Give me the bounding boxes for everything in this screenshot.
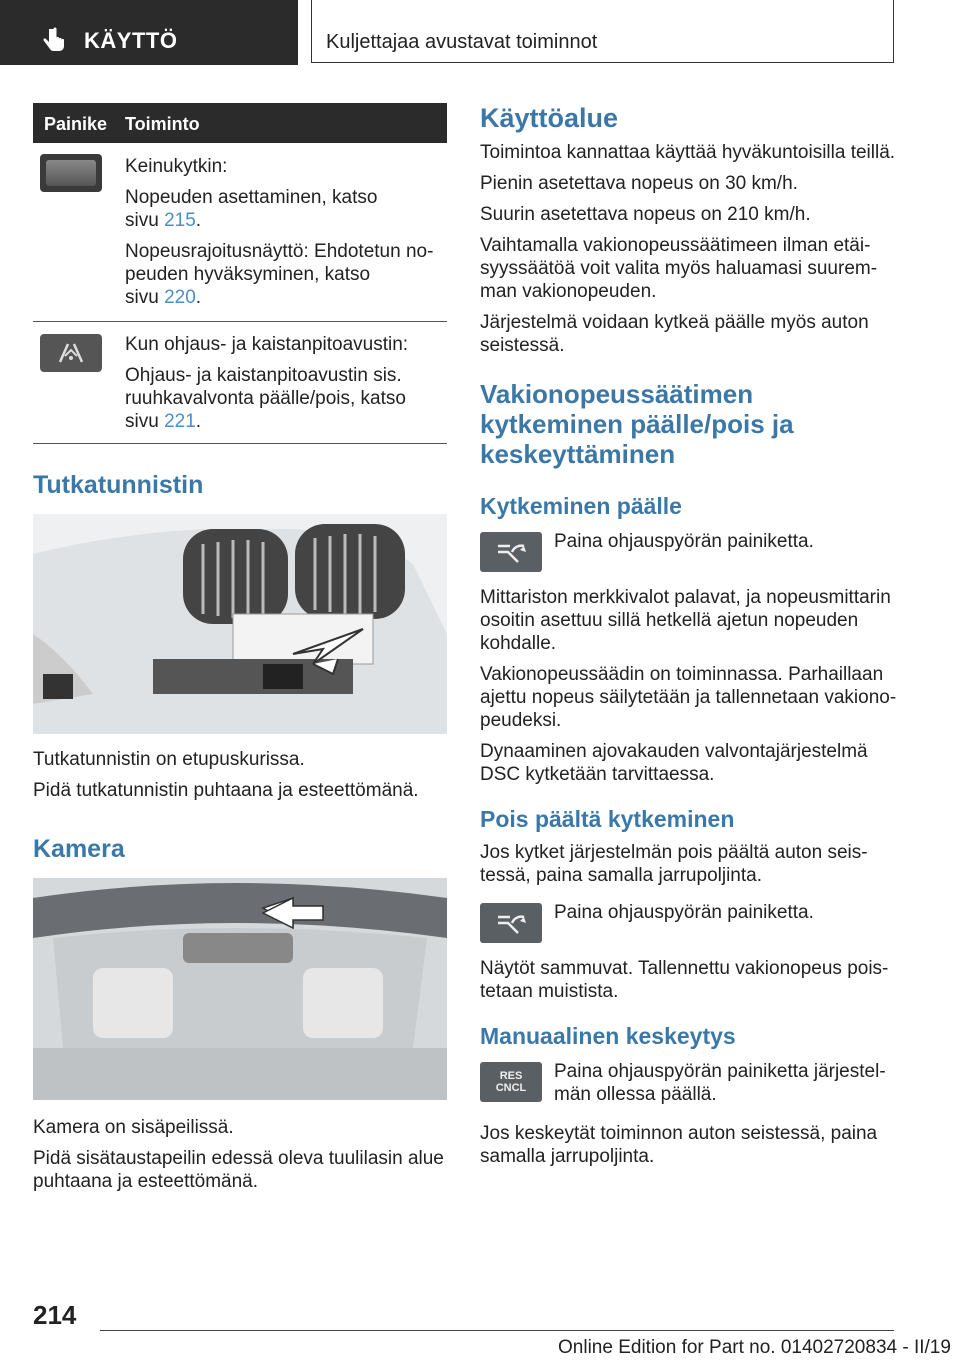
row2-text-a: Ohjaus- ja kaistanpitoavustin sis. bbox=[125, 365, 402, 386]
off-text-1b: tessä, paina samalla jarrupoljinta. bbox=[480, 865, 762, 886]
area-text-1: Toimintoa kannattaa käyttää hyväkuntoisilla teillä. bbox=[480, 142, 896, 163]
manual-interrupt-heading: Manuaalinen keskeytys bbox=[480, 1023, 736, 1049]
camera-text-2b: puhtaana ja esteettömänä. bbox=[33, 1171, 259, 1192]
lane-assist-icon bbox=[40, 334, 102, 372]
manual-instruction-a: Paina ohjauspyörän painiketta järjestel- bbox=[554, 1061, 886, 1082]
page-link-215[interactable]: 215 bbox=[164, 210, 196, 231]
page-link-220[interactable]: 220 bbox=[164, 287, 196, 308]
manual-text-1b: samalla jarrupoljinta. bbox=[480, 1146, 655, 1167]
rocker-switch-icon bbox=[40, 154, 102, 192]
switch-on-heading: Kytkeminen päälle bbox=[480, 493, 682, 519]
hand-pointer-icon bbox=[38, 26, 68, 56]
camera-text-2a: Pidä sisätaustapeilin edessä oleva tuulilasin alue bbox=[33, 1148, 444, 1169]
section-title: KÄYTTÖ bbox=[84, 28, 178, 53]
switch-on-instruction: Paina ohjauspyörän painiketta. bbox=[554, 531, 814, 552]
row1-label: Keinukytkin: bbox=[125, 156, 228, 177]
area-text-5a: Järjestelmä voidaan kytkeä päälle myös auton bbox=[480, 312, 869, 333]
on-text-2c: peudeksi. bbox=[480, 710, 562, 731]
on-text-3a: Dynaaminen ajovakauden valvontajärjestelmä bbox=[480, 741, 868, 762]
on-text-1a: Mittariston merkkivalot palavat, ja nopeusmittarin bbox=[480, 587, 891, 608]
radar-text-2: Pidä tutkatunnistin puhtaana ja esteettömänä. bbox=[33, 780, 419, 801]
radar-sensor-image bbox=[33, 514, 447, 734]
on-text-1b: osoitin asettuu sillä hetkellä ajetun nopeuden bbox=[480, 610, 859, 631]
camera-text-1: Kamera on sisäpeilissä. bbox=[33, 1117, 234, 1138]
on-text-2b: ajettu nopeus säilytetään ja tallennetaan vakiono- bbox=[480, 687, 897, 708]
area-text-5b: seistessä. bbox=[480, 335, 565, 356]
on-text-2a: Vakionopeussäädin on toiminnassa. Parhaillaan bbox=[480, 664, 884, 685]
row1-text-b: sivu bbox=[125, 210, 159, 231]
main-heading-line3: keskeyttäminen bbox=[480, 439, 676, 469]
radar-heading: Tutkatunnistin bbox=[33, 471, 204, 499]
radar-text-1: Tutkatunnistin on etupuskurissa. bbox=[33, 749, 305, 770]
main-heading-line1: Vakionopeussäätimen bbox=[480, 379, 754, 409]
cncl-label: CNCL bbox=[495, 1082, 527, 1094]
row2-label: Kun ohjaus- ja kaistanpitoavustin: bbox=[125, 334, 409, 355]
header-chapter-box bbox=[311, 0, 894, 63]
res-cncl-button-icon bbox=[480, 1062, 542, 1102]
row2-text-b: ruuhkavalvonta päälle/pois, katso bbox=[125, 388, 406, 409]
row1-text-d: peuden hyväksyminen, katso bbox=[125, 264, 371, 285]
manual-text-1a: Jos keskeytät toiminnon auton seistessä, paina bbox=[480, 1123, 878, 1144]
row1-text-a: Nopeuden asettaminen, katso bbox=[125, 187, 378, 208]
row2-text-c: sivu bbox=[125, 411, 159, 432]
on-text-1c: kohdalle. bbox=[480, 633, 557, 654]
cruise-control-button-icon bbox=[480, 903, 542, 943]
area-text-4a: Vaihtamalla vakionopeussäätimeen ilman etäi- bbox=[480, 235, 871, 256]
area-text-3: Suurin asetettava nopeus on 210 km/h. bbox=[480, 204, 811, 225]
table-col-function: Toiminto bbox=[125, 114, 200, 134]
cruise-control-button-icon bbox=[480, 532, 542, 572]
switch-off-heading: Pois päältä kytkeminen bbox=[480, 806, 735, 832]
operating-range-heading: Käyttöalue bbox=[480, 103, 619, 133]
header-section-tab bbox=[0, 0, 298, 65]
off-text-2b: tetaan muistista. bbox=[480, 981, 619, 1002]
edition-text: Online Edition for Part no. 01402720834 - II/19 bbox=[558, 1337, 951, 1358]
row1-text-e: sivu bbox=[125, 287, 159, 308]
table-col-button: Painike bbox=[44, 114, 108, 134]
switch-off-instruction: Paina ohjauspyörän painiketta. bbox=[554, 902, 814, 923]
table-row: Keinukytkin: Nopeuden asettaminen, katso sivu 215. Nopeusrajoitusnäyttö: Ehdotetun no- peuden hyväksyminen, katso sivu 220. bbox=[33, 143, 447, 322]
camera-heading: Kamera bbox=[33, 835, 125, 863]
on-text-3b: DSC kytketään tarvittaessa. bbox=[480, 764, 715, 785]
left-column bbox=[33, 103, 447, 1193]
chapter-title: Kuljettajaa avustavat toiminnot bbox=[326, 31, 598, 53]
page-link-221[interactable]: 221 bbox=[164, 411, 196, 432]
off-text-2a: Näytöt sammuvat. Tallennettu vakionopeus pois- bbox=[480, 958, 889, 979]
res-label: RES bbox=[499, 1070, 523, 1082]
camera-image bbox=[33, 878, 447, 1100]
table-header bbox=[33, 103, 447, 143]
page-number: 214 bbox=[33, 1300, 77, 1330]
area-text-4b: syyssäätöä voit valita myös haluamasi suurem- bbox=[480, 258, 878, 279]
main-heading-line2: kytkeminen päälle/pois ja bbox=[480, 409, 794, 439]
right-column bbox=[480, 103, 900, 1168]
footer-divider bbox=[100, 1330, 894, 1331]
area-text-4c: man vakionopeuden. bbox=[480, 281, 657, 302]
row1-text-c: Nopeusrajoitusnäyttö: Ehdotetun no- bbox=[125, 241, 434, 262]
area-text-2: Pienin asetettava nopeus on 30 km/h. bbox=[480, 173, 798, 194]
manual-instruction-b: män ollessa päällä. bbox=[554, 1084, 717, 1105]
off-text-1a: Jos kytket järjestelmän pois päältä auton seis- bbox=[480, 842, 868, 863]
table-row: Kun ohjaus- ja kaistanpitoavustin: Ohjaus- ja kaistanpitoavustin sis. ruuhkavalvonta päälle/pois, katso sivu 221. bbox=[33, 322, 447, 444]
